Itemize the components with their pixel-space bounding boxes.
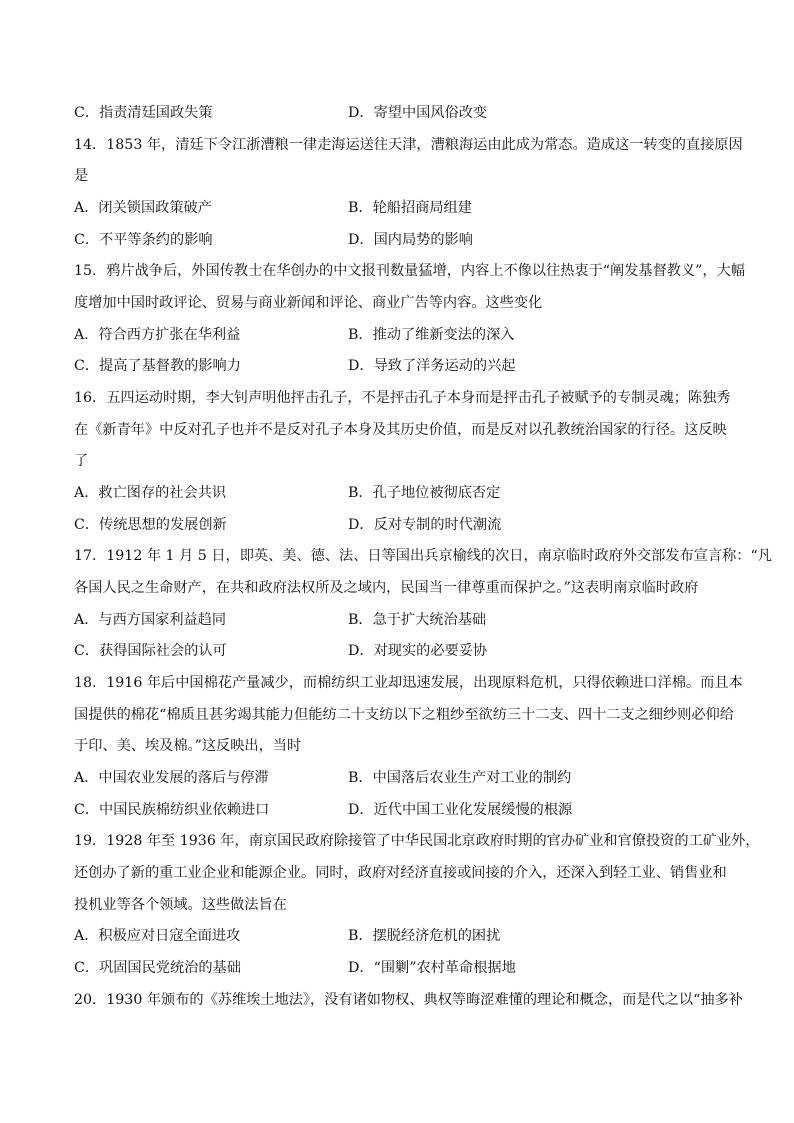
question-text-line: 是 (74, 168, 89, 184)
question-text-line: 20．1930 年颁布的《苏维埃土地法》，没有诸如物权、典权等晦涩难懂的理论和概念，而是代之以“抽多补 (74, 992, 743, 1008)
answer-option: A．中国农业发展的落后与停滞 (74, 770, 269, 786)
answer-option: C．不平等条约的影响 (74, 232, 213, 248)
question-text-line: 19．1928 年至 1936 年，南京国民政府除接管了中华民国北京政府时期的官办矿业和官僚投资的工矿业外， (74, 833, 760, 849)
answer-option: C．中国民族棉纺织业依赖进口 (74, 802, 270, 818)
answer-option: C．传统思想的发展创新 (74, 517, 227, 533)
answer-option: D．导致了洋务运动的兴起 (348, 358, 516, 374)
answer-option: A．救亡图存的社会共识 (74, 485, 227, 501)
answer-option: C．获得国际社会的认可 (74, 643, 227, 659)
question-text-line: 在《新青年》中反对孔子也并不是反对孔子本身及其历史价值，而是反对以孔教统治国家的行径。这反映 (74, 422, 727, 438)
answer-option: B．急于扩大统治基础 (348, 612, 487, 628)
answer-option: C．巩固国民党统治的基础 (74, 960, 241, 976)
question-text-line: 15．鸦片战争后，外国传教士在华创办的中文报刊数量猛增，内容上不像以往热衷于“阐发基督教义”，大幅 (74, 263, 746, 279)
question-text-line: 16．五四运动时期，李大钊声明他抨击孔子，不是抨击孔子本身而是抨击孔子被赋予的专制灵魂；陈独秀 (74, 390, 731, 406)
answer-option: B．摆脱经济危机的困扰 (348, 928, 501, 944)
answer-option: C．提高了基督教的影响力 (74, 358, 241, 374)
answer-option: B．孔子地位被彻底否定 (348, 485, 501, 501)
question-text-line: 于印、美、埃及棉。”这反映出，当时 (74, 738, 302, 754)
answer-option: B．中国落后农业生产对工业的制约 (348, 770, 572, 786)
question-text-line: 17．1912 年 1 月 5 日，即英、美、德、法、日等国出兵京榆线的次日，南京临时政府外交部发布宣言称：“凡 (74, 548, 772, 564)
answer-option: D．“围剿”农村革命根据地 (348, 960, 516, 976)
answer-option: D．近代中国工业化发展缓慢的根源 (348, 802, 573, 818)
answer-option: D．寄望中国风俗改变 (348, 105, 488, 121)
answer-option: B．推动了维新变法的深入 (348, 327, 515, 343)
question-text-line: 18．1916 年后中国棉花产量减少，而棉纺织工业却迅速发展，出现原料危机，只得依赖进口洋棉。而且本 (74, 675, 743, 691)
answer-option: C．指责清廷国政失策 (74, 105, 213, 121)
answer-option: B．轮船招商局组建 (348, 200, 472, 216)
answer-option: A．闭关锁国政策破产 (74, 200, 212, 216)
question-text-line: 14．1853 年，清廷下令江浙漕粮一律走海运送往天津，漕粮海运由此成为常态。造成这一转变的直接原因 (74, 137, 743, 153)
answer-option: D．反对专制的时代潮流 (348, 517, 502, 533)
question-text-line: 投机业等各个领域。这些做法旨在 (74, 897, 287, 913)
answer-option: A．与西方国家利益趋同 (74, 612, 227, 628)
answer-option: A．符合西方扩张在华利益 (74, 327, 241, 343)
question-text-line: 还创办了新的重工业企业和能源企业。同时，政府对经济直接或间接的介入，还深入到轻工业、销售业和 (74, 865, 727, 881)
question-text-line: 国提供的棉花“棉质且甚劣竭其能力但能纺二十支纺以下之粗纱至欲纺三十二支、四十二支之细纱则必仰给 (74, 707, 734, 723)
answer-option: A．积极应对日寇全面进攻 (74, 928, 241, 944)
answer-option: D．对现实的必要妥协 (348, 643, 488, 659)
question-text-line: 度增加中国时政评论、贸易与商业新闻和评论、商业广告等内容。这些变化 (74, 295, 543, 311)
question-text-line: 了 (74, 453, 89, 469)
answer-option: D．国内局势的影响 (348, 232, 473, 248)
question-text-line: 各国人民之生命财产，在共和政府法权所及之域内，民国当一律尊重而保护之。”这表明南京临时政府 (74, 580, 699, 596)
